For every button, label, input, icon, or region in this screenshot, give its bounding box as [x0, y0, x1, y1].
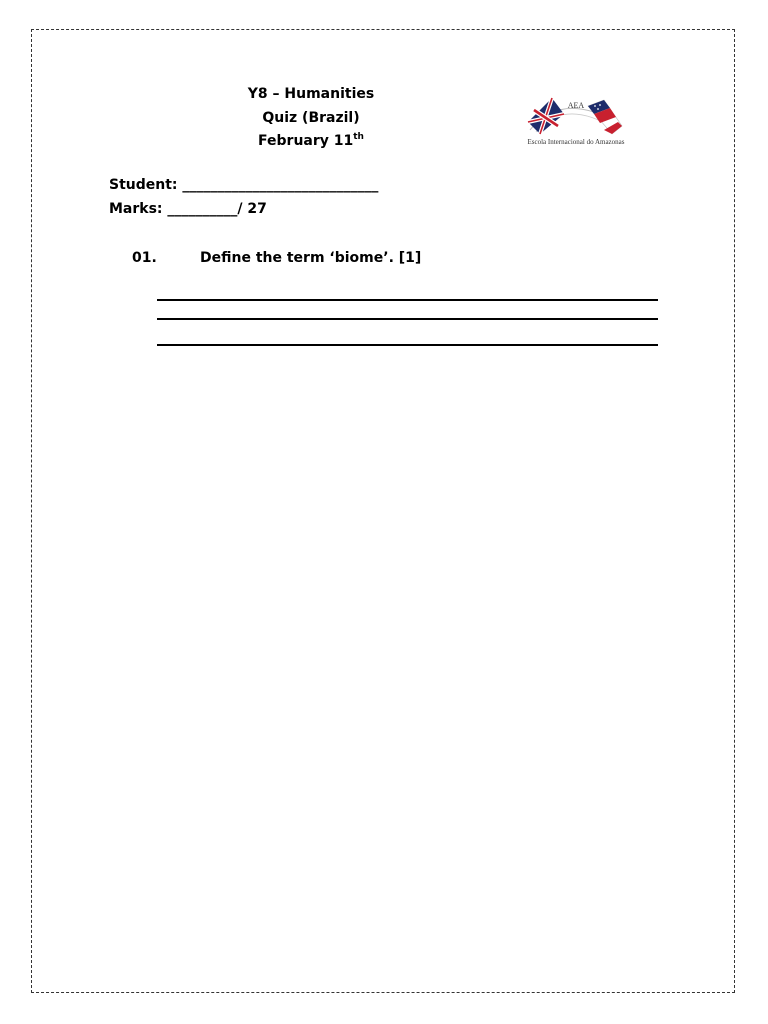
- page-border: [31, 29, 735, 993]
- course-title: Y8 – Humanities: [247, 86, 375, 102]
- answer-line: [157, 299, 658, 301]
- uk-flag-icon: [528, 98, 564, 134]
- date-text: February 11: [258, 133, 354, 149]
- student-field: [109, 177, 378, 193]
- question-text: Define the term ‘biome’. [1]: [200, 250, 422, 266]
- quiz-title: Quiz (Brazil): [262, 109, 360, 126]
- marks-label: Marks:: [109, 201, 163, 217]
- logo-caption: Escola Internacional do Amazonas: [527, 138, 625, 146]
- question-number: 01.: [132, 250, 157, 266]
- date-suffix: th: [353, 132, 364, 142]
- marks-blank: __________: [167, 201, 238, 217]
- student-label: Student:: [109, 177, 178, 193]
- marks-total: / 27: [237, 201, 267, 217]
- document-header: [200, 83, 422, 154]
- student-blank: ____________________________: [182, 177, 379, 193]
- answer-line: [157, 344, 658, 346]
- logo-initials: AEA: [567, 101, 585, 110]
- marks-field: [109, 201, 267, 217]
- answer-line: [157, 318, 658, 320]
- quiz-date: [200, 130, 422, 154]
- amazonas-flag-icon: [588, 100, 622, 134]
